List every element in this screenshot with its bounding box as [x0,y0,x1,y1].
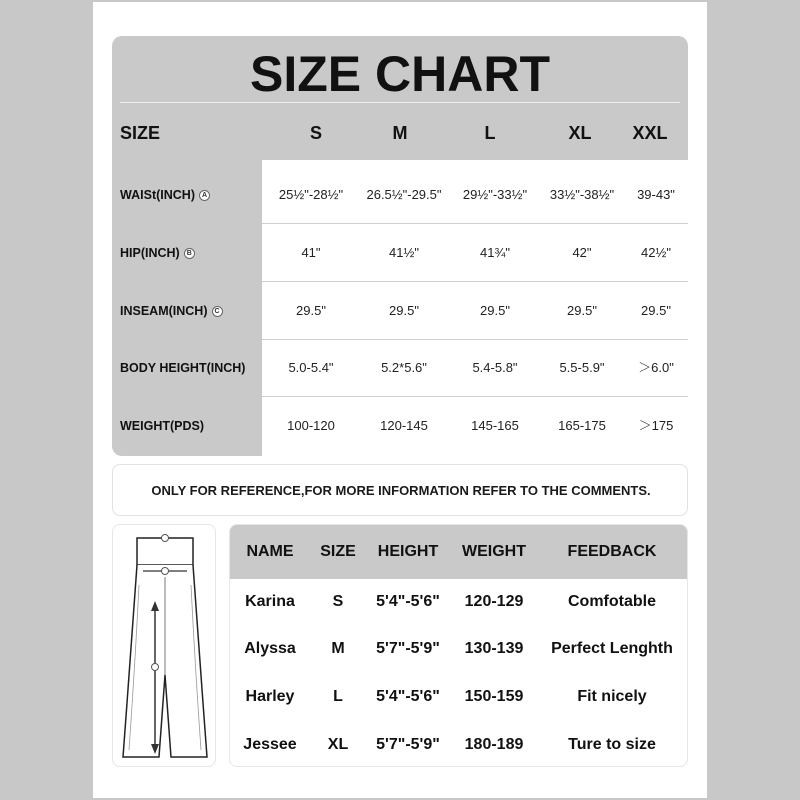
table-cell: 41½" [389,245,419,260]
table-cell: 29.5" [480,303,510,318]
table-cell: 41" [301,245,321,260]
row-divider [262,223,688,224]
column-header-name: NAME [246,543,294,560]
review-name: Karina [245,593,295,610]
review-name: Alyssa [244,640,296,657]
table-cell: 120-145 [380,418,428,433]
row-divider [262,339,688,340]
marker-b-icon [162,568,169,575]
row-label-text: WEIGHT(PDS) [120,419,205,433]
marker-c-badge: C [212,306,223,317]
row-label-inseam [120,301,223,321]
marker-b-badge: B [184,248,195,259]
row-label-body-height [120,358,245,378]
review-size: XL [327,736,349,753]
page-title: SIZE CHART [250,46,550,102]
column-header-feedback: FEEDBACK [567,543,657,560]
table-cell: 29.5" [389,303,419,318]
pants-diagram-card [112,524,216,767]
column-header-size: SIZE [320,543,356,560]
review-feedback: Comfotable [568,593,656,610]
size-chart-card [112,36,688,456]
row-label-weight [120,416,204,436]
table-cell: 5.5-5.9" [559,360,605,375]
marker-a-badge: A [199,190,210,201]
table-cell: ＞6.0" [638,360,674,375]
review-size: L [333,688,343,705]
row-label-waist [120,185,210,205]
table-cell: 145-165 [471,418,519,433]
table-cell: 100-120 [287,418,335,433]
size-header-s: S [309,123,322,143]
review-weight: 120-129 [464,593,524,610]
size-header-m: M [392,123,408,143]
row-label-text: INSEAM(INCH) [120,304,208,318]
row-divider [262,281,688,282]
review-name: Jessee [243,736,297,753]
title-divider [120,102,680,103]
review-weight: 150-159 [464,688,524,705]
review-weight: 130-139 [464,640,524,657]
table-cell: 26.5½"-29.5" [366,187,442,202]
review-feedback: Fit nicely [577,688,647,705]
table-cell: 29½"-33½" [462,187,528,202]
review-size: M [331,640,345,657]
table-cell: 42" [572,245,592,260]
review-size: S [332,593,344,610]
customer-review-table [229,524,688,767]
table-cell: 39-43" [637,187,675,202]
table-cell: 25½"-28½" [278,187,344,202]
table-cell: 41¾" [480,245,510,260]
size-header-xl: XL [568,123,592,143]
review-height: 5'7"-5'9" [376,736,440,753]
row-label-text: HIP(INCH) [120,246,180,260]
column-header-weight: WEIGHT [462,543,526,560]
column-header-height: HEIGHT [377,543,439,560]
pants-illustration [113,525,217,768]
review-weight: 180-189 [464,736,524,753]
table-cell: 5.0-5.4" [288,360,334,375]
reference-note: ONLY FOR REFERENCE,FOR MORE INFORMATION REFER TO THE COMMENTS. [151,483,651,498]
table-cell: 29.5" [641,303,671,318]
table-cell: 5.2*5.6" [381,360,427,375]
size-header-l: L [484,123,496,143]
table-cell: ＞175 [638,418,674,433]
review-name: Harley [245,688,295,705]
review-feedback: Perfect Lenghth [551,640,673,657]
table-cell: 29.5" [296,303,326,318]
review-height: 5'4"-5'6" [376,688,440,705]
table-cell: 42½" [641,245,671,260]
table-cell: 165-175 [558,418,606,433]
review-feedback: Ture to size [568,736,656,753]
row-divider [262,396,688,397]
row-label-text: BODY HEIGHT(INCH) [120,361,246,375]
row-label-text: WAISt(INCH) [120,188,195,202]
waistband-shape [137,538,193,565]
row-label-hip [120,243,195,263]
reference-note-card [112,464,688,516]
table-cell: 33½"-38½" [549,187,615,202]
review-height: 5'7"-5'9" [376,640,440,657]
marker-c-icon [152,664,159,671]
table-cell: 5.4-5.8" [472,360,518,375]
table-cell: 29.5" [567,303,597,318]
review-height: 5'4"-5'6" [376,593,440,610]
marker-a-icon [162,535,169,542]
size-header-label: SIZE [120,123,161,143]
size-header-xxl: XXL [632,123,668,143]
